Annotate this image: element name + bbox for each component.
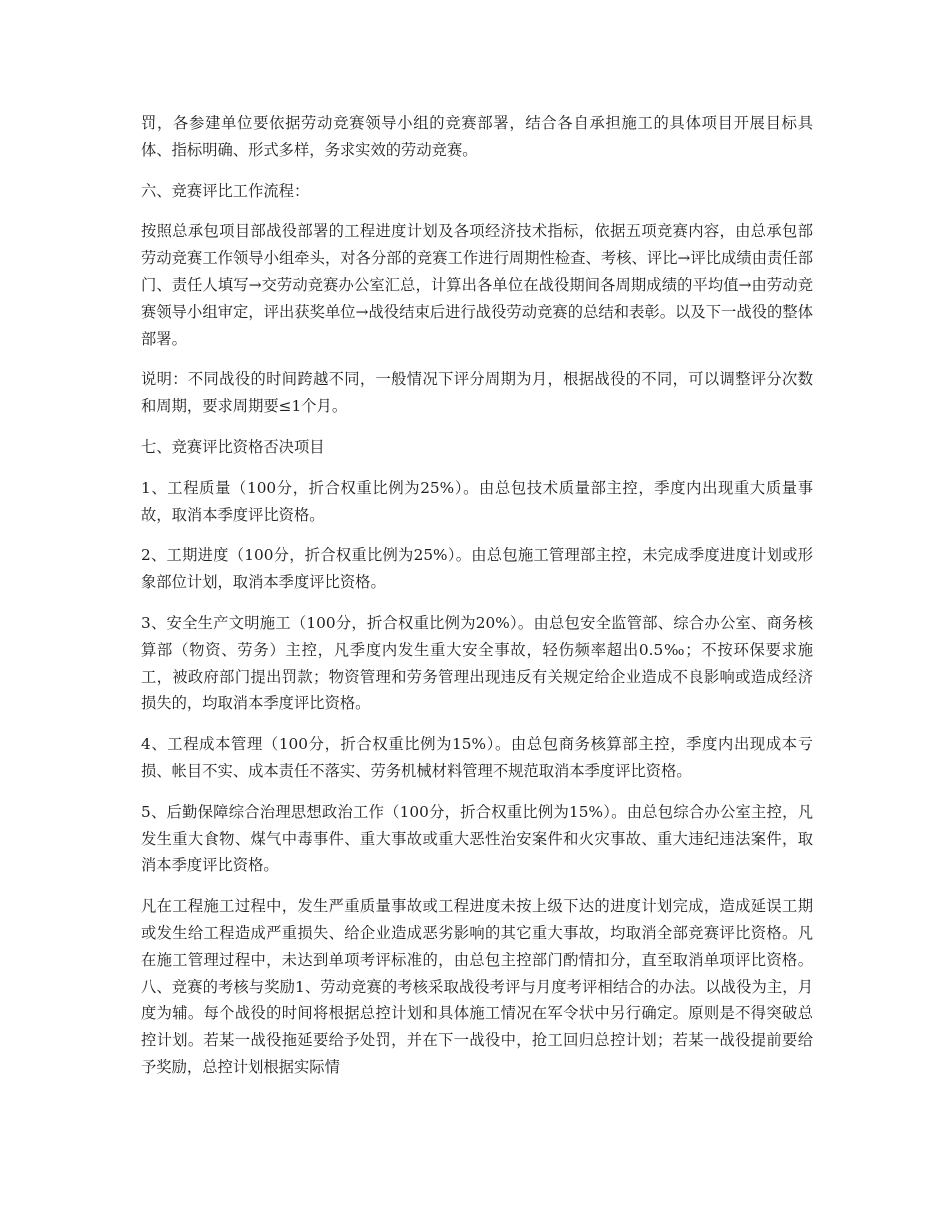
heading-section-seven: 七、竞赛评比资格否决项目 xyxy=(141,437,325,456)
document-body xyxy=(141,110,813,1081)
paragraph-item-safety: 3、安全生产文明施工（100分，折合权重比例为20%）。由总包安全监管部、综合办公室、商务核算部（物资、劳务）主控，凡季度内发生重大安全事故，轻伤频率超出0.5‰；不按环保要求施工，被政府部门提出罚款；物资管理和劳务管理出现违反有关规定给企业造成不良影响或造成经济损失的，均取消本季度评比资格。 xyxy=(141,613,813,713)
paragraph-item-cost: 4、工程成本管理（100分，折合权重比例为15%）。由总包商务核算部主控，季度内出现成本亏损、帐目不实、成本责任不落实、劳务机械材料管理不规范取消本季度评比资格。 xyxy=(141,735,813,780)
paragraph-penalty-continuation: 罚，各参建单位要依据劳动竞赛领导小组的竞赛部署，结合各自承担施工的具体项目开展目标具体、指标明确、形式多样，务求实效的劳动竞赛。 xyxy=(141,114,813,159)
heading-section-six: 六、竞赛评比工作流程： xyxy=(141,181,310,200)
paragraph-note: 说明：不同战役的时间跨越不同，一般情况下评分周期为月，根据战役的不同，可以调整评分次数和周期，要求周期要≤1个月。 xyxy=(141,370,813,416)
paragraph-evaluation-workflow: 按照总承包项目部战役部署的工程进度计划及各项经济技术指标，依据五项竞赛内容，由总承包部劳动竞赛工作领导小组牵头，对各分部的竞赛工作进行周期性检查、考核、评比→评比成绩由责任部门、责任人填写→交劳动竞赛办公室汇总，计算出各单位在战役期间各周期成绩的平均值→由劳动竞赛领导小组审定，评出获奖单位→战役结束后进行战役劳动竞赛的总结和表彰。以及下一战役的整体部署。 xyxy=(141,222,813,348)
paragraph-item-schedule: 2、工期进度（100分，折合权重比例为25%）。由总包施工管理部主控，未完成季度进度计划或形象部位计划，取消本季度评比资格。 xyxy=(141,546,813,592)
paragraph-disqualification-and-rewards: 凡在工程施工过程中，发生严重质量事故或工程进度未按上级下达的进度计划完成，造成延误工期或发生给工程造成严重损失、给企业造成恶劣影响的其它重大事故，均取消全部竞赛评比资格。凡在施工管理过程中，未达到单项考评标准的，由总包主控部门酌情扣分，直至取消单项评比资格。八、竞赛的考核与奖励1、劳动竞赛的考核采取战役考评与月度考评相结合的办法。以战役为主，月度为辅。每个战役的时间将根据总控计划和具体施工情况在军令状中另行确定。原则是不得突破总控计划。若某一战役拖延要给予处罚，并在下一战役中，抢工回归总控计划；若某一战役提前要给予奖励，总控计划根据实际情 xyxy=(141,897,813,1076)
paragraph-item-quality: 1、工程质量（100分，折合权重比例为25%）。由总包技术质量部主控，季度内出现重大质量事故，取消本季度评比资格。 xyxy=(141,478,813,524)
paragraph-item-logistics: 5、后勤保障综合治理思想政治工作（100分，折合权重比例为15%）。由总包综合办公室主控，凡发生重大食物、煤气中毒事件、重大事故或重大恶性治安案件和火灾事故、重大违纪违法案件，取消本季度评比资格。 xyxy=(141,802,813,875)
